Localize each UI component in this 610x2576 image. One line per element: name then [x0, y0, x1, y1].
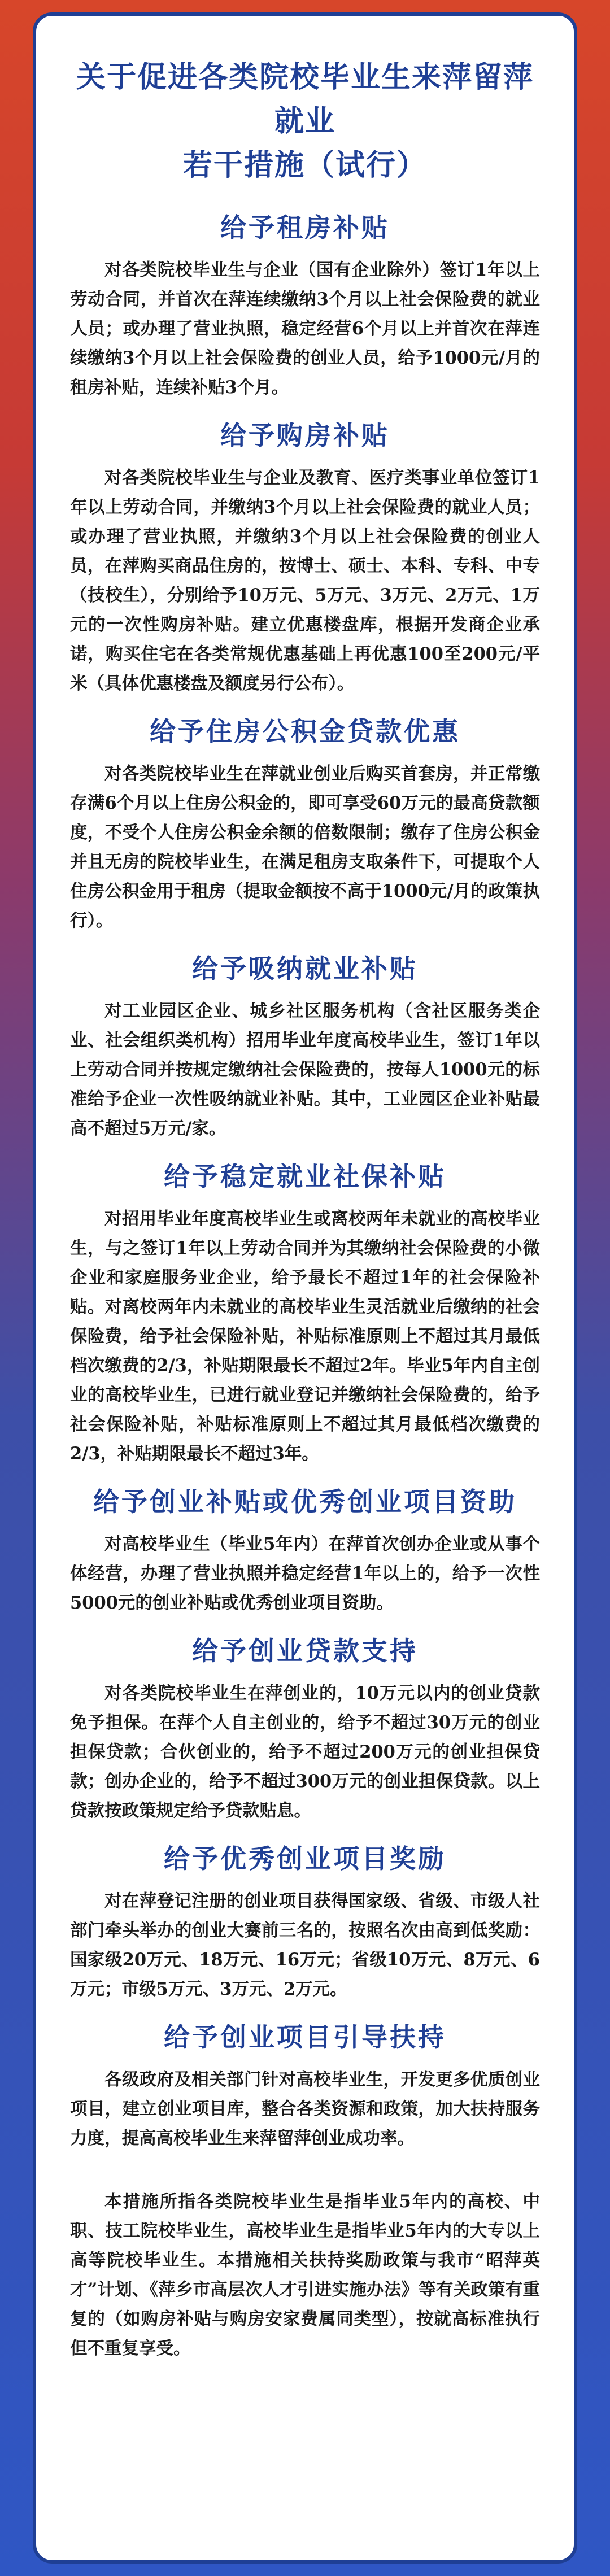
section-body: 对高校毕业生（毕业5年内）在萍首次创办企业或从事个体经营，办理了营业执照并稳定经营1年以上的，给予一次性5000元的创业补贴或优秀创业项目资助。 [70, 1534, 540, 1613]
document-title [70, 55, 540, 188]
section-startup-project-award [70, 1841, 540, 2004]
section-heading: 给予稳定就业社保补贴 [164, 1161, 446, 1192]
section-heading: 给予创业项目引导扶持 [164, 2022, 446, 2052]
section-body: 对招用毕业年度高校毕业生或离校两年未就业的高校毕业生，与之签订1年以上劳动合同并为其缴纳社会保险费的小微企业和家庭服务业企业，给予最长不超过1年的社会保险补贴。对离校两年内未就业的高校毕业生灵活就业后缴纳的社会保险费，给予社会保险补贴，补贴标准原则上不超过其月最低档次缴费的2/3，补贴期限最长不超过2年。毕业5年内自主创业的高校毕业生，已进行就业登记并缴纳社会保险费的，给予社会保险补贴，补贴标准原则上不超过其月最低档次缴费的2/3，补贴期限最长不超过3年。 [70, 1209, 540, 1464]
section-body: 对各类院校毕业生与企业及教育、医疗类事业单位签订1年以上劳动合同，并缴纳3个月以上社会保险费的就业人员；或办理了营业执照，并缴纳3个月以上社会保险费的创业人员，在萍购买商品住房的，按博士、硕士、本科、专科、中专（技校生），分别给予10万元、5万元、3万元、2万元、1万元的一次性购房补贴。建立优惠楼盘库，根据开发商企业承诺，购买住宅在各类常规优惠基础上再优惠100至200元/平米（具体优惠楼盘及额度另行公布）。 [70, 468, 540, 694]
section-body: 对各类院校毕业生与企业（国有企业除外）签订1年以上劳动合同，并首次在萍连续缴纳3个月以上社会保险费的就业人员；或办理了营业执照，稳定经营6个月以上并首次在萍连续缴纳3个月以上社会保险费的创业人员，给予1000元/月的租房补贴，连续补贴3个月。 [70, 260, 540, 398]
document-card [33, 12, 577, 2564]
section-housing-fund-loan [70, 714, 540, 935]
document-title-line-1: 关于促进各类院校毕业生来萍留萍就业 [76, 60, 534, 138]
section-heading: 给予创业贷款支持 [192, 1636, 418, 1666]
section-heading: 给予购房补贴 [220, 420, 390, 451]
section-heading: 给予租房补贴 [220, 212, 390, 243]
section-heading: 给予吸纳就业补贴 [192, 953, 418, 984]
section-startup-loan [70, 1633, 540, 1825]
section-house-purchase-subsidy [70, 418, 540, 698]
section-startup-subsidy [70, 1484, 540, 1618]
closing-note: 本措施所指各类院校毕业生是指毕业5年内的高校、中职、技工院校毕业生，高校毕业生是指毕业5年内的大专以上高等院校毕业生。本措施相关扶持奖励政策与我市“昭萍英才”计划、《萍乡市高层次人才引进实施办法》等有关政策有重复的（如购房补贴与购房安家费属同类型），按就高标准执行但不重复享受。 [70, 2191, 540, 2359]
section-heading: 给予优秀创业项目奖励 [164, 1843, 446, 1874]
section-social-insurance-subsidy [70, 1159, 540, 1468]
section-employment-absorption-subsidy [70, 951, 540, 1143]
section-rent-subsidy [70, 210, 540, 402]
section-body: 对工业园区企业、城乡社区服务机构（含社区服务类企业、社会组织类机构）招用毕业年度高校毕业生，签订1年以上劳动合同并按规定缴纳社会保险费的，按每人1000元的标准给予企业一次性吸纳就业补贴。其中，工业园区企业补贴最高不超过5万元/家。 [70, 1001, 540, 1139]
section-heading: 给予住房公积金贷款优惠 [150, 716, 460, 747]
section-startup-project-guidance [70, 2020, 540, 2153]
document-title-line-2: 若干措施（试行） [182, 149, 427, 182]
section-body: 对在萍登记注册的创业项目获得国家级、省级、市级人社部门牵头举办的创业大赛前三名的，按照名次由高到低奖励：国家级20万元、18万元、16万元；省级10万元、8万元、6万元；市级5万元、3万元、2万元。 [70, 1891, 540, 1999]
section-heading: 给予创业补贴或优秀创业项目资助 [93, 1487, 517, 1517]
section-body: 对各类院校毕业生在萍创业的，10万元以内的创业贷款免予担保。在萍个人自主创业的，给予不超过30万元的创业担保贷款；合伙创业的，给予不超过200万元的创业担保贷款；创办企业的，给予不超过300万元的创业担保贷款。以上贷款按政策规定给予贷款贴息。 [70, 1683, 540, 1821]
section-body: 对各类院校毕业生在萍就业创业后购买首套房，并正常缴存满6个月以上住房公积金的，即可享受60万元的最高贷款额度，不受个人住房公积金余额的倍数限制；缴存了住房公积金并且无房的院校毕业生，在满足租房支取条件下，可提取个人住房公积金用于租房（提取金额按不高于1000元/月的政策执行）。 [70, 764, 540, 931]
section-body: 各级政府及相关部门针对高校毕业生，开发更多优质创业项目，建立创业项目库，整合各类资源和政策，加大扶持服务力度，提高高校毕业生来萍留萍创业成功率。 [70, 2069, 540, 2148]
